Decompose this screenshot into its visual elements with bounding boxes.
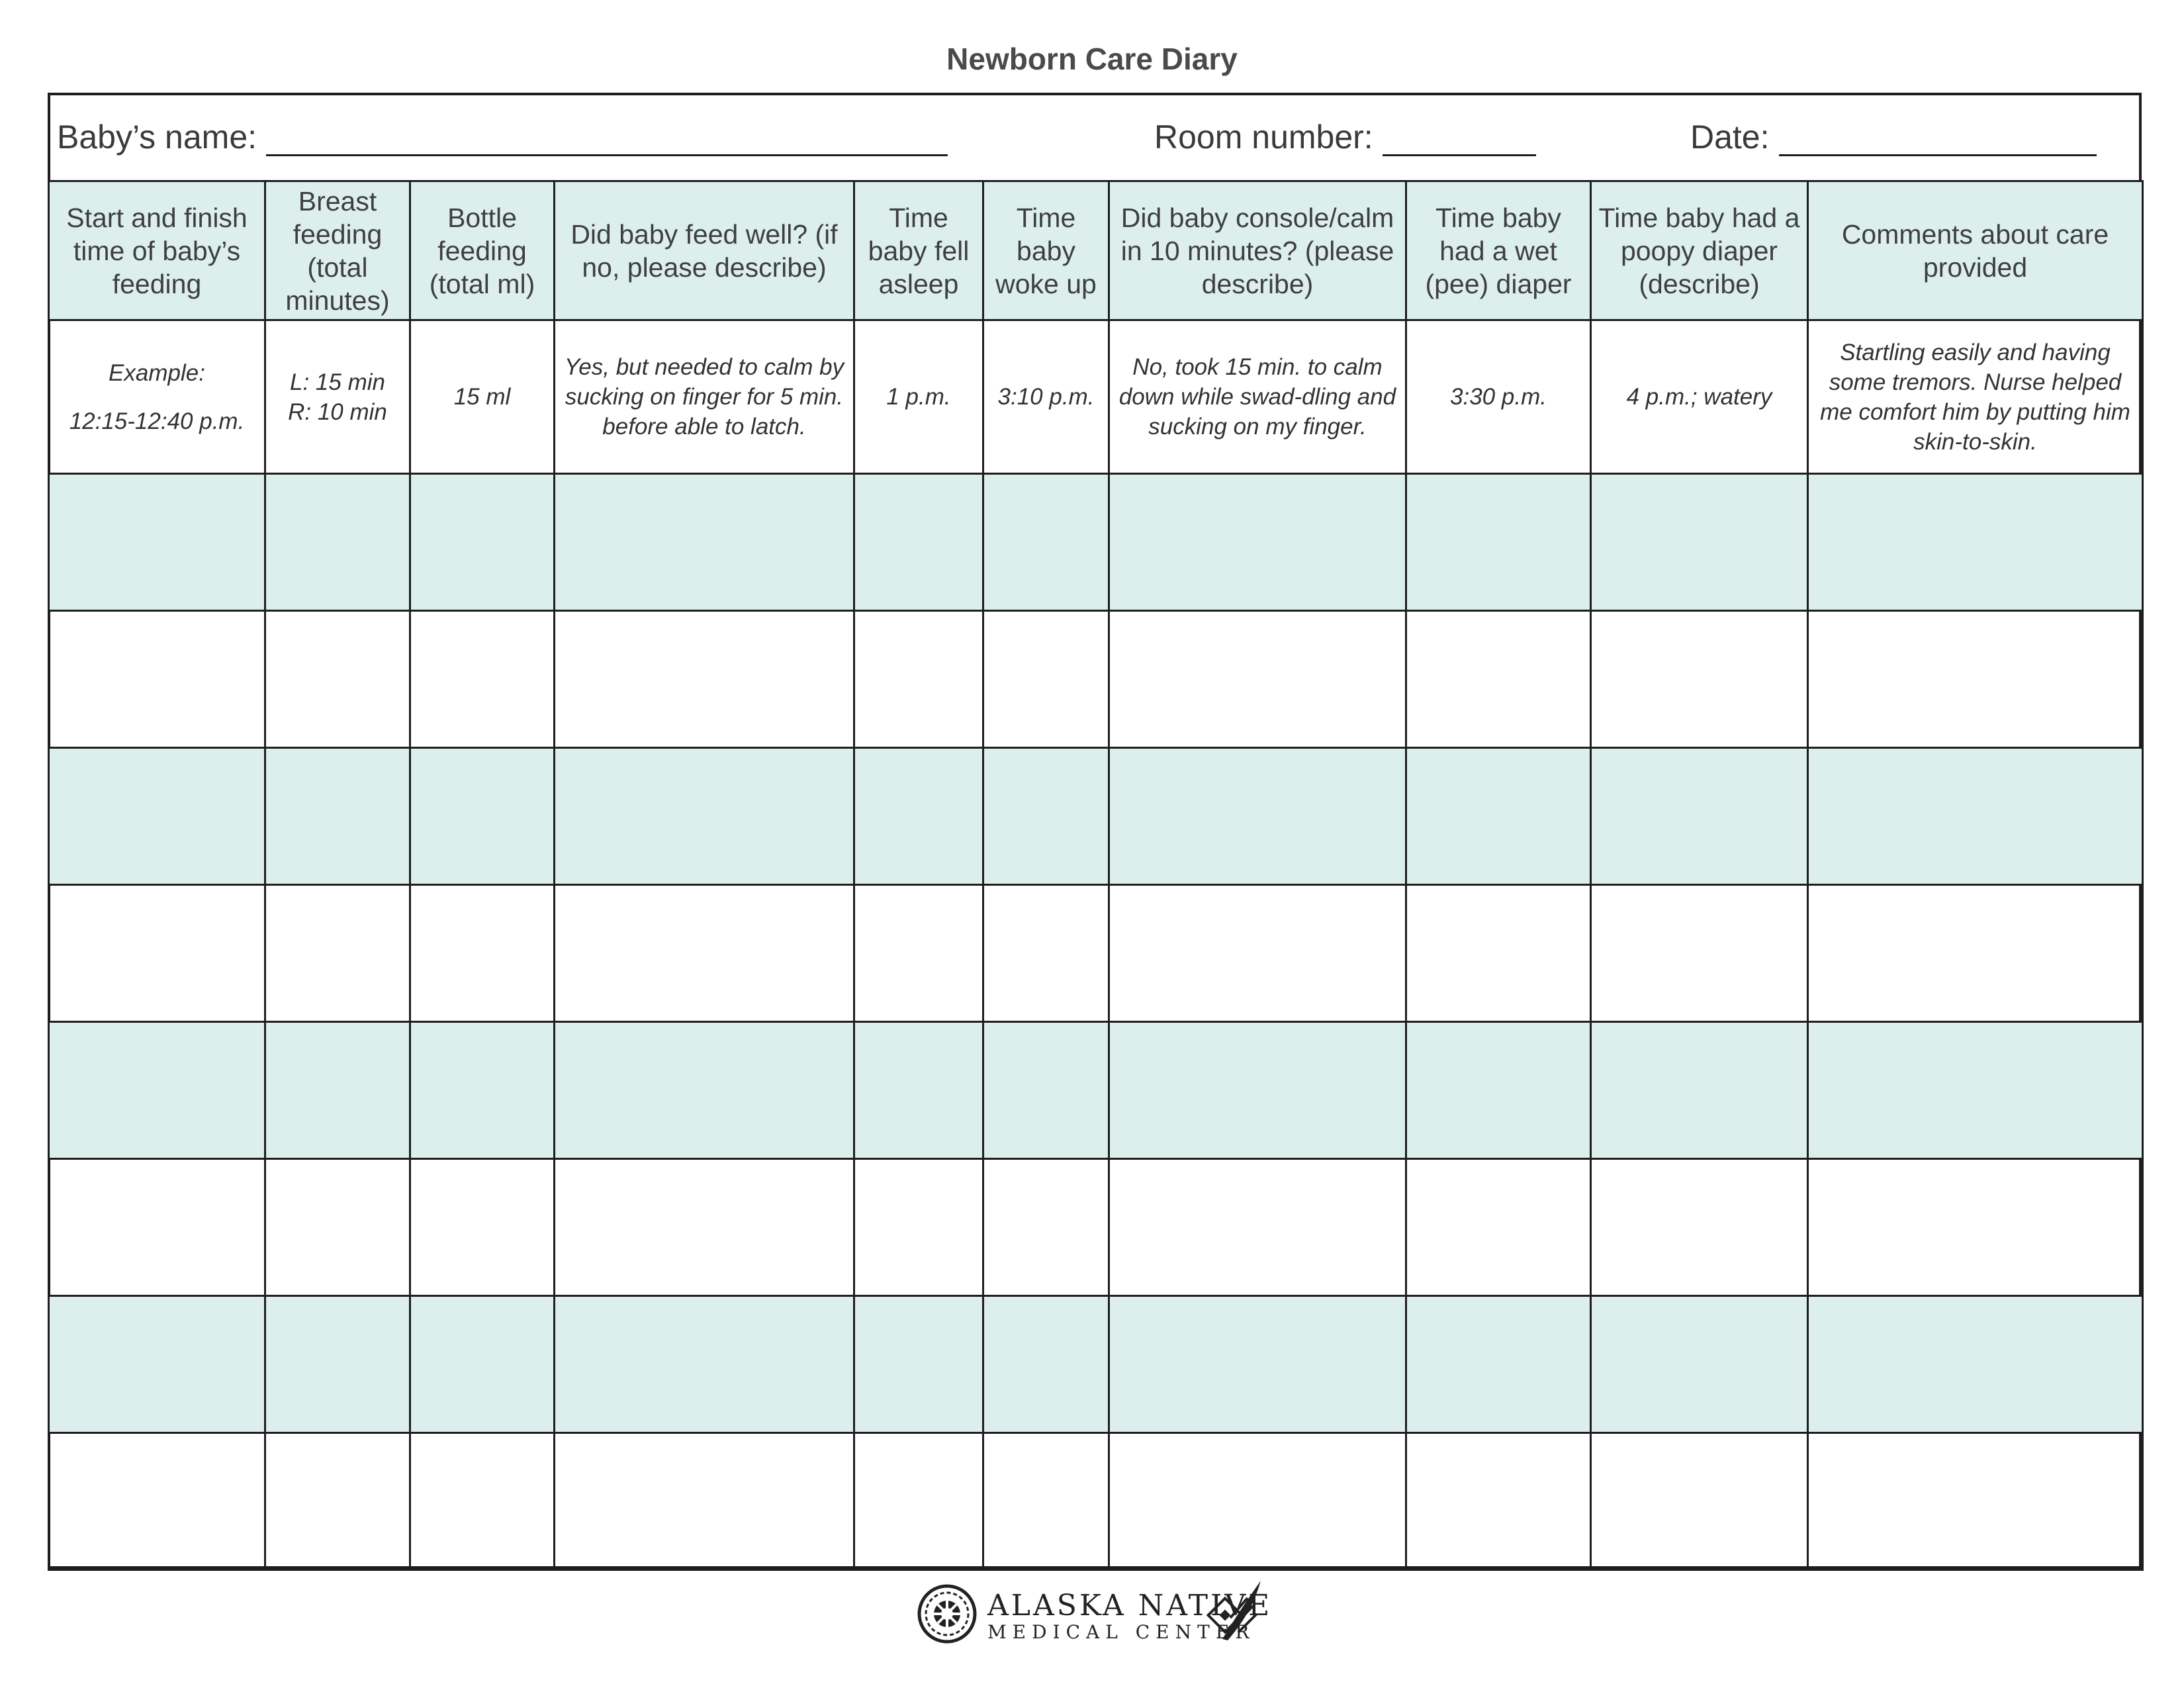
entry-cell[interactable]	[555, 1433, 854, 1570]
entry-cell[interactable]	[1591, 611, 1808, 748]
entry-cell[interactable]	[49, 1296, 265, 1433]
entry-cell[interactable]	[983, 1296, 1109, 1433]
entry-cell[interactable]	[555, 474, 854, 611]
entry-cell[interactable]	[265, 474, 410, 611]
entry-cell[interactable]	[265, 1433, 410, 1570]
entry-cell[interactable]	[1109, 1296, 1406, 1433]
logo-line1: ALASKA NATIVE	[987, 1589, 1273, 1622]
date-field[interactable]	[1690, 118, 2097, 156]
entry-cell[interactable]	[1406, 885, 1591, 1022]
entry-cell[interactable]	[49, 885, 265, 1022]
date-label: Date:	[1690, 118, 1770, 156]
entry-row	[49, 1433, 2143, 1570]
entry-cell[interactable]	[1406, 474, 1591, 611]
example-poopy-diaper-cell: 4 p.m.; watery	[1591, 320, 1808, 474]
entry-row	[49, 474, 2143, 611]
entry-cell[interactable]	[1109, 748, 1406, 885]
entry-cell[interactable]	[854, 1296, 983, 1433]
entry-cell[interactable]	[410, 611, 555, 748]
entry-cell[interactable]	[854, 1022, 983, 1159]
entry-cell[interactable]	[265, 748, 410, 885]
entry-cell[interactable]	[1109, 474, 1406, 611]
page-title: Newborn Care Diary	[946, 42, 1238, 76]
col-header-console: Did baby console/calm in 10 minutes? (please describe)	[1109, 181, 1406, 320]
entry-cell[interactable]	[1406, 1433, 1591, 1570]
col-header-feeding-time: Start and finish time of baby’s feeding	[49, 181, 265, 320]
entry-cell[interactable]	[983, 1022, 1109, 1159]
example-breast-left: L: 15 min	[290, 369, 385, 395]
entry-cell[interactable]	[1808, 1159, 2143, 1296]
entry-cell[interactable]	[1591, 885, 1808, 1022]
entry-row	[49, 611, 2143, 748]
entry-cell[interactable]	[410, 474, 555, 611]
entry-cell[interactable]	[854, 611, 983, 748]
room-number-label: Room number:	[1154, 118, 1373, 156]
entry-cell[interactable]	[1591, 1022, 1808, 1159]
entry-cell[interactable]	[1808, 611, 2143, 748]
col-header-woke-up: Time baby woke up	[983, 181, 1109, 320]
entry-cell[interactable]	[555, 1022, 854, 1159]
entry-cell[interactable]	[1109, 1022, 1406, 1159]
entry-cell[interactable]	[555, 611, 854, 748]
entry-cell[interactable]	[854, 1433, 983, 1570]
entry-cell[interactable]	[555, 885, 854, 1022]
entry-cell[interactable]	[1109, 885, 1406, 1022]
date-line[interactable]	[1779, 121, 2097, 156]
entry-cell[interactable]	[983, 1159, 1109, 1296]
entry-cell[interactable]	[1109, 1159, 1406, 1296]
entry-cell[interactable]	[983, 885, 1109, 1022]
entry-cell[interactable]	[555, 1296, 854, 1433]
col-header-breast-feeding: Breast feeding (total minutes)	[265, 181, 410, 320]
entry-cell[interactable]	[1591, 1296, 1808, 1433]
room-number-line[interactable]	[1383, 121, 1536, 156]
logo-text	[987, 1590, 1272, 1643]
entry-cell[interactable]	[410, 885, 555, 1022]
col-header-fell-asleep: Time baby fell asleep	[854, 181, 983, 320]
entry-cell[interactable]	[1591, 1159, 1808, 1296]
entry-cell[interactable]	[1808, 748, 2143, 885]
entry-cell[interactable]	[49, 611, 265, 748]
entry-cell[interactable]	[555, 1159, 854, 1296]
entry-cell[interactable]	[983, 611, 1109, 748]
entry-cell[interactable]	[49, 1159, 265, 1296]
entry-cell[interactable]	[1591, 748, 1808, 885]
entry-cell[interactable]	[265, 1296, 410, 1433]
entry-cell[interactable]	[49, 1022, 265, 1159]
entry-rows	[49, 474, 2143, 1570]
baby-name-field[interactable]	[57, 118, 948, 156]
col-header-comments: Comments about care provided	[1808, 181, 2143, 320]
col-header-bottle-feeding: Bottle feeding (total ml)	[410, 181, 555, 320]
example-fell-asleep-cell: 1 p.m.	[854, 320, 983, 474]
example-row	[49, 320, 2143, 474]
logo-line2: MEDICAL CENTER	[987, 1621, 1255, 1643]
entry-cell[interactable]	[410, 1159, 555, 1296]
entry-cell[interactable]	[410, 748, 555, 885]
entry-cell[interactable]	[1406, 1296, 1591, 1433]
entry-row	[49, 1296, 2143, 1433]
baby-name-label: Baby’s name:	[57, 118, 257, 156]
entry-cell[interactable]	[410, 1296, 555, 1433]
entry-cell[interactable]	[1406, 611, 1591, 748]
example-breast-cell	[265, 320, 410, 474]
entry-cell[interactable]	[1591, 1433, 1808, 1570]
entry-cell[interactable]	[1808, 1022, 2143, 1159]
example-time-cell	[49, 320, 265, 474]
entry-row	[49, 748, 2143, 885]
example-feed-well-cell: Yes, but needed to calm by sucking on finger for 5 min. before able to latch.	[555, 320, 854, 474]
example-time: 12:15-12:40 p.m.	[69, 408, 245, 434]
entry-cell[interactable]	[854, 1159, 983, 1296]
entry-cell[interactable]	[49, 1433, 265, 1570]
col-header-wet-diaper: Time baby had a wet (pee) diaper	[1406, 181, 1591, 320]
entry-cell[interactable]	[1406, 1022, 1591, 1159]
example-console-cell: No, took 15 min. to calm down while swad-dling and sucking on my finger.	[1109, 320, 1406, 474]
header-row	[49, 181, 2143, 320]
entry-cell[interactable]	[555, 748, 854, 885]
entry-cell[interactable]	[265, 1159, 410, 1296]
entry-cell[interactable]	[1808, 1433, 2143, 1570]
entry-cell[interactable]	[410, 1433, 555, 1570]
room-number-field[interactable]	[1154, 118, 1536, 156]
info-row	[48, 93, 2142, 183]
entry-cell[interactable]	[854, 748, 983, 885]
entry-cell[interactable]	[1109, 611, 1406, 748]
entry-cell[interactable]	[854, 474, 983, 611]
entry-row	[49, 1022, 2143, 1159]
col-header-feed-well: Did baby feed well? (if no, please describe)	[555, 181, 854, 320]
entry-cell[interactable]	[410, 1022, 555, 1159]
entry-cell[interactable]	[1808, 1296, 2143, 1433]
entry-cell[interactable]	[49, 748, 265, 885]
entry-row	[49, 1159, 2143, 1296]
example-label: Example:	[109, 359, 205, 386]
entry-cell[interactable]	[1808, 474, 2143, 611]
col-header-poopy-diaper: Time baby had a poopy diaper (describe)	[1591, 181, 1808, 320]
entry-cell[interactable]	[1591, 474, 1808, 611]
example-bottle-cell: 15 ml	[410, 320, 555, 474]
medallion-icon	[919, 1586, 975, 1642]
entry-cell[interactable]	[1109, 1433, 1406, 1570]
entry-cell[interactable]	[854, 885, 983, 1022]
entry-cell[interactable]	[1406, 748, 1591, 885]
entry-cell[interactable]	[265, 885, 410, 1022]
entry-cell[interactable]	[49, 474, 265, 611]
example-wet-diaper-cell: 3:30 p.m.	[1406, 320, 1591, 474]
entry-cell[interactable]	[983, 474, 1109, 611]
entry-cell[interactable]	[983, 1433, 1109, 1570]
entry-cell[interactable]	[1808, 885, 2143, 1022]
baby-name-line[interactable]	[266, 121, 948, 156]
entry-cell[interactable]	[265, 1022, 410, 1159]
entry-row	[49, 885, 2143, 1022]
entry-cell[interactable]	[983, 748, 1109, 885]
diary-table	[48, 180, 2144, 1571]
example-woke-up-cell: 3:10 p.m.	[983, 320, 1109, 474]
entry-cell[interactable]	[1406, 1159, 1591, 1296]
entry-cell[interactable]	[265, 611, 410, 748]
example-comments-cell: Startling easily and having some tremors. Nurse helped me comfort him by putting him skin-to-skin.	[1808, 320, 2143, 474]
example-breast-right: R: 10 min	[288, 399, 387, 425]
